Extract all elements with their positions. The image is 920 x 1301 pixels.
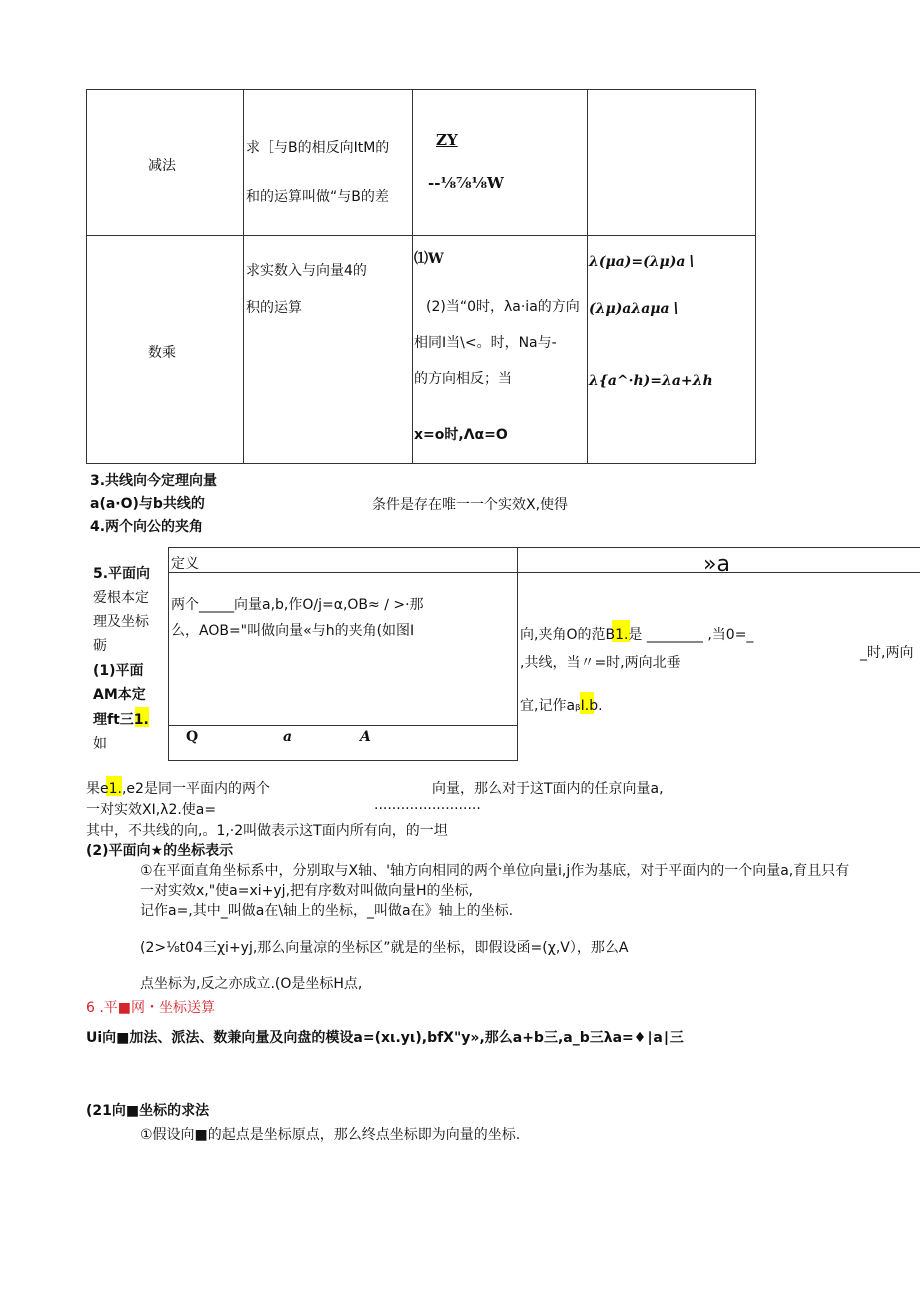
multiply-rule4: 的方向相反；当	[414, 371, 512, 387]
angle-table-header-right: »a	[703, 552, 730, 577]
coord-title: (2)平面向★的坐标表示	[86, 843, 234, 859]
angle-table-border-fig	[168, 725, 518, 726]
angle-table-border-top	[168, 547, 920, 548]
angle-range-line3: 宜,记作aᵦI.b.	[520, 698, 603, 714]
multiply-rule5: x=o时,Λα=O	[414, 427, 508, 443]
basis-line2-left: 一对实效XI,λ2.使a=	[86, 802, 217, 818]
section5-label-line: 理及坐标	[93, 614, 149, 630]
section6-sub2-line1: ①假设向■的起点是坐标原点，那么终点坐标即为向量的坐标.	[140, 1127, 521, 1143]
basis-line3: 其中，不共线的向,。1,·2叫做表示这T面内所有向，的一坦	[86, 823, 448, 839]
angle-table-border-header	[168, 572, 920, 573]
section5-label-line: 理ft三1.	[93, 712, 149, 728]
angle-table-border-left	[168, 547, 169, 761]
subtract-figure-bottom: --⅛⅞⅛W	[428, 174, 504, 192]
coord-line3: 记作a=,其中_叫做a在\轴上的坐标，_叫做a在》轴上的坐标.	[140, 903, 514, 919]
section5-label-line: (1)平面	[93, 663, 144, 679]
table-border-bottom	[86, 463, 756, 464]
angle-def-line2: 么，AOB="叫做向量«与h的夹角(如图I	[171, 623, 415, 639]
section5-label-line: AM本定	[93, 687, 146, 703]
angle-range-line2b: _时,两向	[860, 645, 914, 661]
coord-line4: (2>⅛t04三χi+yj,那么向量凉的坐标区”就是的坐标，即假设函=(χ,V），那么A	[140, 940, 629, 956]
angle-def-line1: 两个_____向量a,b,作O∕j=α,OB≈ ∕ >·那	[171, 597, 424, 613]
multiply-law1: λ(μa)=(λμ)a∖	[589, 254, 695, 270]
table-border-top	[86, 89, 756, 90]
table-border-left	[86, 89, 87, 464]
section3-condition: 条件是存在唯一一个实效X,使得	[372, 497, 569, 513]
basis-line1-left: 果e1.,e2是同一平面内的两个	[86, 781, 270, 797]
figure-label-A: A	[360, 729, 371, 745]
angle-table-border-bottom	[168, 760, 518, 761]
multiply-rule3: 相同I当\<。时，Na与-	[414, 335, 557, 351]
subtract-def-line1: 求［与B的相反向ItM的	[246, 140, 390, 156]
section6-title: 6 .平■网・坐标送算	[86, 1000, 216, 1016]
coord-line1: ①在平面直角坐标系中，分别取与X轴、'轴方向相同的两个单位向量i,j作为基底，对于平面内的一个向量a,育且只有	[140, 863, 850, 879]
coord-line2: 一对实效x,"使a=xi+yj,把有序数对叫做向量H的坐标,	[140, 883, 473, 899]
multiply-def-line2: 积的运算	[246, 300, 302, 316]
angle-range-line2: ,共线，当〃=时,两向北垂	[520, 655, 681, 671]
figure-label-a: a	[283, 729, 293, 745]
angle-table-header-left: 定义	[171, 556, 199, 572]
table-border-col3	[587, 89, 588, 464]
multiply-name: 数乘	[148, 345, 176, 361]
section3-lead: a(a·O)与b共线的	[90, 496, 205, 512]
section4-title: 4.两个向公的夹角	[90, 519, 204, 535]
table-border-right	[755, 89, 756, 464]
multiply-law2: (λμ)aλaμa∖	[589, 301, 679, 317]
subtract-def-line2: 和的运算叫做“与B的差	[246, 189, 389, 205]
table-border-col2	[412, 89, 413, 464]
angle-table-border-mid	[517, 547, 518, 761]
multiply-rule1: ⑴W	[414, 251, 444, 267]
multiply-law3: λ{a^·h)=λa+λh	[589, 373, 713, 389]
section3-title: 3.共线向今定理向量	[90, 473, 218, 489]
basis-line1-right: 向量，那么对于这T面内的任京向量a,	[432, 781, 664, 797]
table-border-col1	[243, 89, 244, 464]
section6-sub2-title: (21向■坐标的求法	[86, 1103, 210, 1119]
subtract-name: 减法	[148, 158, 176, 174]
subtract-figure-top: ZY	[436, 131, 458, 149]
basis-line2-right: ........................	[374, 797, 481, 813]
multiply-rule2: (2)当“0时，λa·ia的方向	[426, 299, 580, 315]
section6-line1: Ui向■加法、派法、数兼向量及向盘的模设a=(xι.yι),bfX"y»,那么a+b三,a_b三λa=♦∣a∣三	[86, 1030, 684, 1046]
coord-line5: 点坐标为,反之亦成立.(O是坐标H点,	[140, 976, 363, 992]
section5-label-line: 砺	[93, 638, 107, 654]
section5-label-line: 爱根本定	[93, 590, 149, 606]
section5-label-line: 5.平面向	[93, 566, 151, 582]
figure-label-q: Q	[186, 729, 199, 745]
angle-range-line1: 向,夹角O的范B1.是 ________ ,当0=_	[520, 627, 754, 643]
table-border-row	[86, 235, 756, 236]
multiply-def-line1: 求实数入与向量4的	[246, 263, 367, 279]
section5-label-line: 如	[93, 736, 107, 752]
